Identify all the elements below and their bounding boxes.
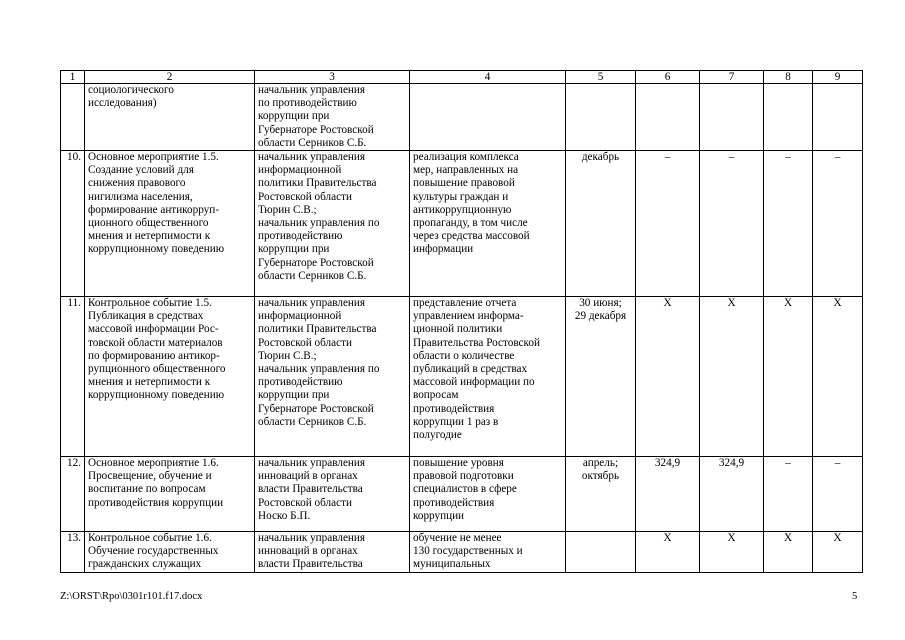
value-cell-8: X xyxy=(764,297,813,457)
header-col-4: 4 xyxy=(410,71,566,84)
responsible-cell: начальник управления информационной политики Правительства Ростовской области Тюрин С.В.; начальник управления по противодействию коррупции при Губернаторе Ростовской области Серников С.Б. xyxy=(255,151,410,297)
value-cell-6: 324,9 xyxy=(636,457,700,532)
header-col-9: 9 xyxy=(813,71,863,84)
date-cell: декабрь xyxy=(566,151,636,297)
date-cell xyxy=(566,532,636,573)
row-number: 11. xyxy=(61,297,85,457)
table-row xyxy=(61,297,863,457)
result-cell: обучение не менее 130 государственных и муниципальных xyxy=(410,532,566,573)
result-cell: повышение уровня правовой подготовки специалистов в сфере противодействия коррупции xyxy=(410,457,566,532)
value-cell-8 xyxy=(764,84,813,151)
footer-file-path: Z:\ORST\Rpo\0301r101.f17.docx xyxy=(60,591,203,602)
value-cell-6: – xyxy=(636,151,700,297)
value-cell-6: X xyxy=(636,297,700,457)
header-col-5: 5 xyxy=(566,71,636,84)
value-cell-9: X xyxy=(813,297,863,457)
result-cell: реализация комплекса мер, направленных на повышение правовой культуры граждан и антикоррупционную пропаганду, в том числе через средства массовой информации xyxy=(410,151,566,297)
value-cell-9: – xyxy=(813,151,863,297)
value-cell-6: X xyxy=(636,532,700,573)
event-cell: Контрольное событие 1.5. Публикация в средствах массовой информации Рос- товской области материалов по формированию антикор- рупционного общественного мнения и нетерпимости к коррупционному поведению xyxy=(85,297,255,457)
table-row xyxy=(61,151,863,297)
row-number: 12. xyxy=(61,457,85,532)
table-row xyxy=(61,84,863,151)
value-cell-7: X xyxy=(700,532,764,573)
responsible-cell: начальник управления информационной политики Правительства Ростовской области Тюрин С.В.; начальник управления по противодействию коррупции при Губернаторе Ростовской области Серников С.Б. xyxy=(255,297,410,457)
result-cell: представление отчета управлением информа- ционной политики Правительства Ростовской области о количестве публикаций в средствах массовой информации по вопросам противодействия коррупции 1 раз в полугодие xyxy=(410,297,566,457)
result-cell xyxy=(410,84,566,151)
value-cell-8: X xyxy=(764,532,813,573)
header-col-3: 3 xyxy=(255,71,410,84)
date-cell: апрель; октябрь xyxy=(566,457,636,532)
value-cell-7: X xyxy=(700,297,764,457)
value-cell-6 xyxy=(636,84,700,151)
row-number xyxy=(61,84,85,151)
value-cell-7 xyxy=(700,84,764,151)
event-cell: социологического исследования) xyxy=(85,84,255,151)
responsible-cell: начальник управления инноваций в органах власти Правительства xyxy=(255,532,410,573)
row-number: 10. xyxy=(61,151,85,297)
value-cell-8: – xyxy=(764,457,813,532)
value-cell-7: 324,9 xyxy=(700,457,764,532)
header-col-2: 2 xyxy=(85,71,255,84)
footer-page-number: 5 xyxy=(852,591,858,602)
table-row xyxy=(61,457,863,532)
event-cell: Основное мероприятие 1.5. Создание условий для снижения правового нигилизма населения, формирование антикорруп- ционного общественного мнения и нетерпимости к коррупционному поведению xyxy=(85,151,255,297)
table-row xyxy=(61,532,863,573)
plan-table xyxy=(60,70,863,573)
date-cell: 30 июня; 29 декабря xyxy=(566,297,636,457)
responsible-cell: начальник управления по противодействию коррупции при Губернаторе Ростовской области Серников С.Б. xyxy=(255,84,410,151)
event-cell: Контрольное событие 1.6. Обучение государственных гражданских служащих xyxy=(85,532,255,573)
value-cell-9: – xyxy=(813,457,863,532)
value-cell-7: – xyxy=(700,151,764,297)
header-row xyxy=(61,71,863,84)
date-cell xyxy=(566,84,636,151)
header-col-8: 8 xyxy=(764,71,813,84)
header-col-6: 6 xyxy=(636,71,700,84)
value-cell-9: X xyxy=(813,532,863,573)
responsible-cell: начальник управления инноваций в органах власти Правительства Ростовской области Носко Б.П. xyxy=(255,457,410,532)
value-cell-8: – xyxy=(764,151,813,297)
header-col-7: 7 xyxy=(700,71,764,84)
event-cell: Основное мероприятие 1.6. Просвещение, обучение и воспитание по вопросам противодействия коррупции xyxy=(85,457,255,532)
header-col-1: 1 xyxy=(61,71,85,84)
row-number: 13. xyxy=(61,532,85,573)
value-cell-9 xyxy=(813,84,863,151)
